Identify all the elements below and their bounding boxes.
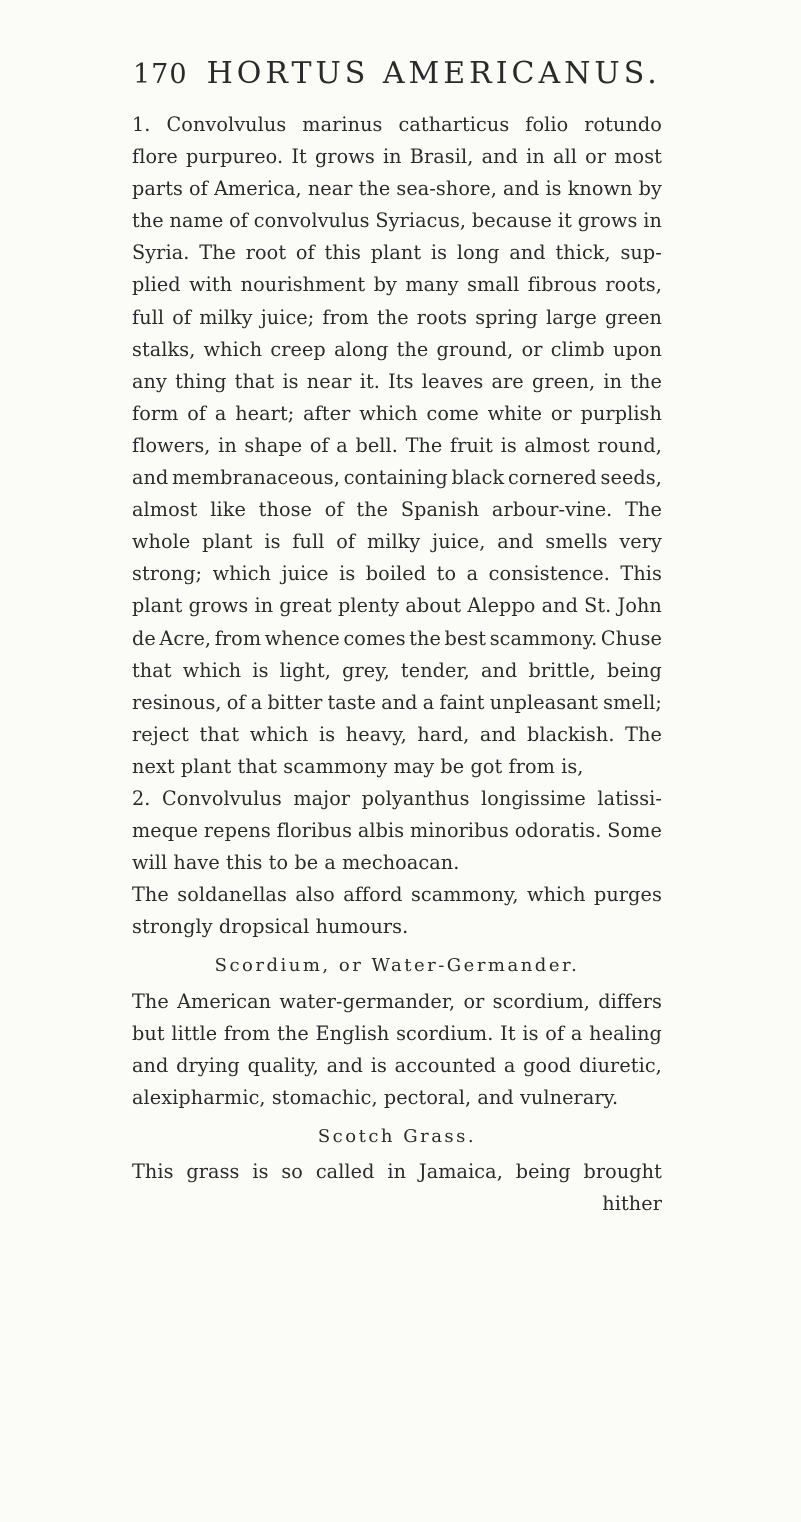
word: Jamaica, [418,1160,503,1183]
word: near [306,369,352,393]
line-text: strongly dropsical humours. [132,915,409,939]
word: the [409,626,441,650]
word: brought [583,1160,662,1183]
word: Aleppo [467,594,536,618]
word: of [189,177,208,201]
word: name [169,209,224,233]
word: the [630,369,662,393]
word: the [396,337,429,361]
word: Acre, [159,626,212,650]
word: plant [202,530,253,554]
word: fibrous [527,273,597,297]
word: blackish. [526,722,615,746]
word: Chuse [600,626,662,650]
word: drying [176,1053,240,1077]
word: of [545,1021,565,1045]
word: Spanish [400,498,480,522]
text-line [132,558,662,590]
word: grows [315,145,375,169]
word: a [336,433,348,457]
word: arbour-vine. [491,498,613,522]
word: and [509,241,546,265]
word: so [281,1160,303,1183]
word: grows [188,594,249,618]
word: small [467,273,520,297]
line-text: will have this to be a mechoacan. [132,851,460,875]
word: The [625,722,662,746]
word: juice; [260,305,315,329]
word: with [189,273,233,297]
text-line [132,1156,662,1188]
word: of [187,401,207,425]
word: and [541,594,578,618]
word: and [132,1053,169,1077]
word: soldanellas [177,883,287,907]
word: This [620,562,662,586]
word: whence [264,626,340,650]
text-line [132,783,662,815]
word: the [132,209,164,233]
word: brittle, [528,658,596,682]
word: is [370,1053,387,1077]
word: folio [525,113,569,136]
word: bitter [267,690,323,714]
word: rotundo [584,113,662,136]
word: plant [370,241,422,265]
text-line [132,1018,662,1050]
word: stalks, [132,337,196,361]
word: spring [475,305,538,329]
line-text: next plant that scammony may be got from is, [132,754,584,778]
word: black [451,466,505,490]
word: sea-shore, [396,177,497,201]
word: green, [531,369,596,393]
word: which [203,337,263,361]
page-header [133,56,661,96]
text-line [132,847,662,879]
word: a [570,1021,583,1045]
text-line [132,302,662,334]
text-line [132,398,662,430]
word: The [132,989,169,1013]
word: of [336,530,356,554]
text-line [132,494,662,526]
word: John [617,594,662,618]
word: almost [132,498,198,522]
word: the [277,1021,309,1045]
word: catharticus [398,113,510,136]
text-line [132,109,662,141]
word: and [132,466,169,490]
word: light, [279,658,331,682]
word: it. [359,369,380,393]
word: like [210,498,246,522]
word: seeds, [600,466,662,490]
word: in [387,1160,407,1183]
word: and [326,1053,363,1077]
word: fruit [450,433,493,457]
word: cornered [508,466,597,490]
running-title: HORTUS AMERICANUS. [206,56,661,91]
word: This [132,1160,174,1183]
word: taste [327,690,377,714]
word: also [295,883,335,907]
word: sup- [620,241,662,265]
word: of [229,209,248,233]
word: plant [132,594,183,618]
word: and [381,690,418,714]
word: parts [132,177,183,201]
word: that [132,658,172,682]
text-line [132,269,662,301]
text-line [132,462,662,494]
word: green [604,305,662,329]
word: de [132,626,156,650]
text-line [132,815,662,847]
word: come [426,401,479,425]
word: heart; [235,401,295,425]
word: smell; [603,690,662,714]
word: any [132,369,167,393]
word: is [252,658,269,682]
word: membranaceous, [172,466,340,490]
text-line [132,141,662,173]
word: most [614,145,662,169]
word: about [405,594,462,618]
word: full [292,530,325,554]
word: in [382,145,402,169]
word: odoratis. [514,819,602,843]
word: from [223,1021,271,1045]
word: scordium, [492,989,590,1013]
word: is [339,562,356,586]
word: is [252,1160,269,1183]
word: nourishment [240,273,366,297]
word: convolvulus [253,209,370,233]
word: of [172,305,192,329]
word: a [250,690,263,714]
word: which [249,722,309,746]
word: plied [132,273,181,297]
word: along [334,337,389,361]
word: Brasil, [409,145,474,169]
word: little [171,1021,218,1045]
word: long [456,241,500,265]
word: comes [343,626,406,650]
text-line [132,879,662,911]
word: scordium. [396,1021,494,1045]
word: It [291,145,307,169]
word: in [218,433,237,457]
word: boiled [365,562,427,586]
word: is [545,177,562,201]
word: minoribus [410,819,509,843]
word: which [527,883,586,907]
word: upon [613,337,662,361]
word: very [619,530,662,554]
word: being [515,1160,571,1183]
line-text: hither [602,1192,662,1216]
word: America, [213,177,302,201]
word: leaves [421,369,484,393]
word: near [307,177,353,201]
word: or [463,989,485,1013]
word: and [481,145,518,169]
word: The [132,883,169,907]
text-line [132,430,662,462]
word: smells [545,530,608,554]
word: is [430,241,448,265]
word: It [500,1021,516,1045]
word: afford [343,883,403,907]
word: that [199,722,240,746]
word: is [264,530,281,554]
text-line [132,1082,662,1114]
word: The [199,241,236,265]
word: 1. [132,113,151,136]
word: thick, [555,241,611,265]
word: of [226,690,246,714]
word: called [315,1160,375,1183]
word: a [214,401,227,425]
word: of [309,433,329,457]
word: Convolvulus [162,786,282,810]
word: in [526,145,545,169]
word: a [503,1053,516,1077]
word: Its [388,369,414,393]
word: that [234,369,275,393]
word: the [358,177,391,201]
word: shape [244,433,303,457]
word: scammony. [489,626,598,650]
word: in [603,369,623,393]
text-line [132,1188,662,1220]
word: 2. [132,786,151,810]
text-line [132,687,662,719]
word: flowers, [132,433,211,457]
word: and [480,658,518,682]
word: in [643,209,662,233]
word: large [545,305,597,329]
word: full [132,305,165,329]
word: containing [343,466,448,490]
text-line [132,334,662,366]
word: form [132,401,179,425]
word: are [491,369,524,393]
word: many [405,273,459,297]
word: good [523,1053,572,1077]
word: strong; [132,562,203,586]
line-text: alexipharmic, stomachic, pectoral, and vulnerary. [132,1085,619,1109]
text-line [132,655,662,687]
word: the [376,305,409,329]
word: is [522,1021,539,1045]
text-line [132,986,662,1018]
word: by [373,273,397,297]
word: bell. [355,433,398,457]
word: and [497,530,534,554]
word: in [254,594,274,618]
word: milky [366,530,421,554]
word: diuretic, [578,1053,662,1077]
word: from [214,626,262,650]
body-text [132,109,662,1220]
word: repens [203,819,271,843]
word: is [318,722,336,746]
word: heavy, [345,722,407,746]
word: roots, [605,273,662,297]
word: great [279,594,332,618]
word: healing [589,1021,662,1045]
word: resinous, [132,690,222,714]
word: of [295,241,315,265]
word: which [182,658,242,682]
word: creep [270,337,326,361]
word: is [500,433,517,457]
section-heading-text: Scotch Grass. [317,1125,477,1147]
word: major [293,786,351,810]
word: plenty [337,594,400,618]
word: whole [132,530,191,554]
word: is [282,369,299,393]
word: or [521,337,543,361]
word: meque [132,819,199,843]
word: it [557,209,572,233]
word: quality, [247,1053,319,1077]
word: American [177,989,272,1013]
word: round, [597,433,662,457]
page-number: 170 [133,59,188,90]
word: root [245,241,287,265]
word: which [212,562,272,586]
word: grows [577,209,638,233]
word: longissime [481,786,586,810]
section-heading [132,949,662,981]
word: but [132,1021,165,1045]
word: or [550,401,572,425]
word: water-germander, [279,989,456,1013]
word: St. [584,594,612,618]
word: purplish [580,401,662,425]
word: floribus [276,819,353,843]
text-line [132,1050,662,1082]
word: roots [416,305,468,329]
word: faint [439,690,485,714]
word: reject [132,722,189,746]
text-line [132,173,662,205]
word: purges [594,883,662,907]
text-line [132,911,662,943]
word: grey, [342,658,390,682]
word: Convolvulus [166,113,287,136]
word: known [567,177,633,201]
word: purpureo. [185,145,284,169]
word: marinus [302,113,383,136]
word: almost [524,433,590,457]
word: milky [199,305,253,329]
text-line [132,590,662,622]
word: best [444,626,487,650]
word: tender, [400,658,470,682]
word: differs [598,989,662,1013]
word: this [324,241,361,265]
section-heading-text: Scordium, or Water-Germander. [214,955,580,977]
word: hard, [417,722,470,746]
word: after [303,401,351,425]
word: and [502,177,540,201]
word: The [405,433,443,457]
word: because [471,209,553,233]
word: scammony, [410,883,519,907]
word: a [422,690,435,714]
text-line [132,237,662,269]
word: The [625,498,662,522]
section-heading [132,1120,662,1152]
word: white [487,401,543,425]
word: English [315,1021,390,1045]
text-line [132,751,662,783]
word: albis [357,819,405,843]
word: grass [186,1160,240,1183]
word: juice [281,562,329,586]
word: by [638,177,662,201]
word: a [466,562,479,586]
word: unpleasant [489,690,599,714]
word: Some [607,819,662,843]
word: Syria. [132,241,190,265]
word: from [322,305,369,329]
word: flore [132,145,178,169]
word: juice, [432,530,486,554]
word: being [606,658,662,682]
word: ground, [436,337,514,361]
word: climb [550,337,605,361]
word: of [324,498,344,522]
word: latissi- [597,786,662,810]
text-line [132,205,662,237]
text-line [132,366,662,398]
word: those [258,498,312,522]
word: accounted [394,1053,497,1077]
word: to [436,562,457,586]
word: the [356,498,389,522]
word: consistence. [488,562,610,586]
text-line [132,526,662,558]
word: and [479,722,517,746]
word: which [359,401,418,425]
word: Syriacus, [375,209,467,233]
word: or [585,145,607,169]
word: thing [175,369,227,393]
text-line [132,719,662,751]
word: polyanthus [361,786,470,810]
text-line [132,623,662,655]
word: all [553,145,578,169]
